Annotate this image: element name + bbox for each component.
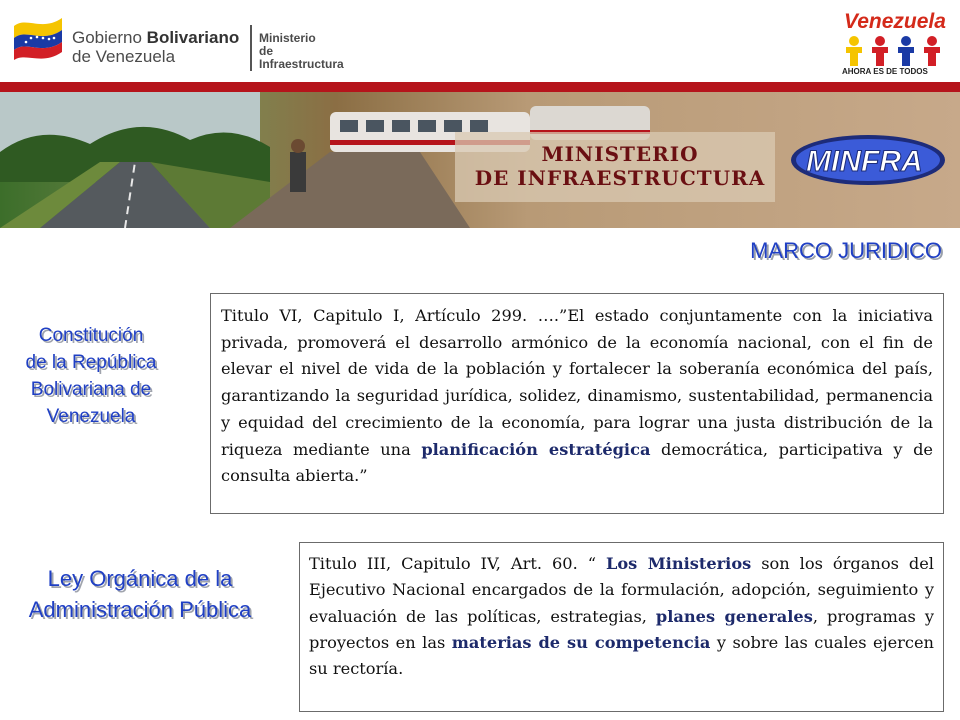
constitucion-text-part1: Titulo VI, Capitulo I, Artículo 299. ….”El estado conjuntamente con la iniciativa privada, promoverá el desarrollo armónico de la economía nacional, con el fin de elevar el nivel de vida de la población y fortalecer la soberanía económica del país, garantizando la seguridad jurídica, solidez, dinamismo, sustentabilidad, permanencia y equidad del crecimiento de la economía, para lograr una justa distribución de la riqueza mediante una	[221, 306, 933, 459]
ministerio-line2: de	[259, 44, 274, 58]
ley-text-bold1: Los Ministerios	[606, 554, 752, 573]
constitucion-label-line3: Bolivariana de	[30, 379, 152, 400]
ministerio-line3: Infraestructura	[259, 57, 344, 71]
ley-text-part4: y sobre las cuales ejercen su rectoría.	[309, 632, 934, 679]
banner-title	[470, 142, 770, 190]
banner-red-stripe	[0, 82, 960, 92]
ministerio-name	[259, 32, 344, 71]
header-bar	[0, 0, 960, 83]
constitucion-label-line1: Constitución	[38, 325, 144, 346]
header-divider	[250, 25, 252, 71]
venezuela-logo-tagline: AHORA ES DE TODOS	[842, 67, 928, 76]
gov-line1-prefix: Gobierno	[72, 28, 142, 47]
government-name	[72, 28, 239, 66]
banner-title-line1: MINISTERIO	[541, 142, 699, 166]
venezuela-logo-text: Venezuela	[844, 10, 946, 33]
ley-label-line1: Ley Orgánica de la	[47, 566, 233, 591]
ley-organica-label	[4, 563, 276, 625]
ley-text-part2: son los órganos del Ejecutivo Nacional encargados de la formulación, adopción, seguimiento y evaluación de las políticas, estrategias,	[309, 554, 934, 626]
constitucion-article-text	[210, 293, 944, 514]
section-title: MARCO JURIDICO	[750, 238, 942, 263]
ley-text-part1: Titulo III, Capitulo IV, Art. 60. “	[309, 554, 606, 573]
constitucion-label	[6, 322, 176, 430]
ministerio-line1: Ministerio	[259, 31, 316, 45]
venezuela-ahora-es-de-todos-logo	[838, 10, 950, 80]
constitucion-text-bold1: planificación estratégica	[421, 439, 651, 459]
constitucion-label-line4: Venezuela	[46, 406, 136, 427]
gov-line1-bold: Bolivariano	[146, 28, 240, 47]
ley-text-bold2: planes generales	[655, 606, 813, 626]
ley-label-line2: Administración Pública	[28, 597, 252, 622]
constitucion-text-part2: democrática, participativa y de consulta abierta.”	[221, 439, 934, 486]
minfra-logo-text: MINFRA	[806, 145, 923, 178]
banner-title-line2: DE INFRAESTRUCTURA	[474, 166, 766, 190]
ley-text-bold3: materias de su competencia	[451, 632, 711, 652]
gov-line2: de Venezuela	[72, 47, 176, 66]
constitucion-label-line2: de la República	[25, 352, 157, 373]
people-figures-icon	[840, 34, 948, 68]
ley-text-part3: , programas y proyectos en las	[309, 606, 934, 652]
venezuela-flag-icon	[12, 12, 64, 60]
ley-article-text	[299, 542, 944, 712]
